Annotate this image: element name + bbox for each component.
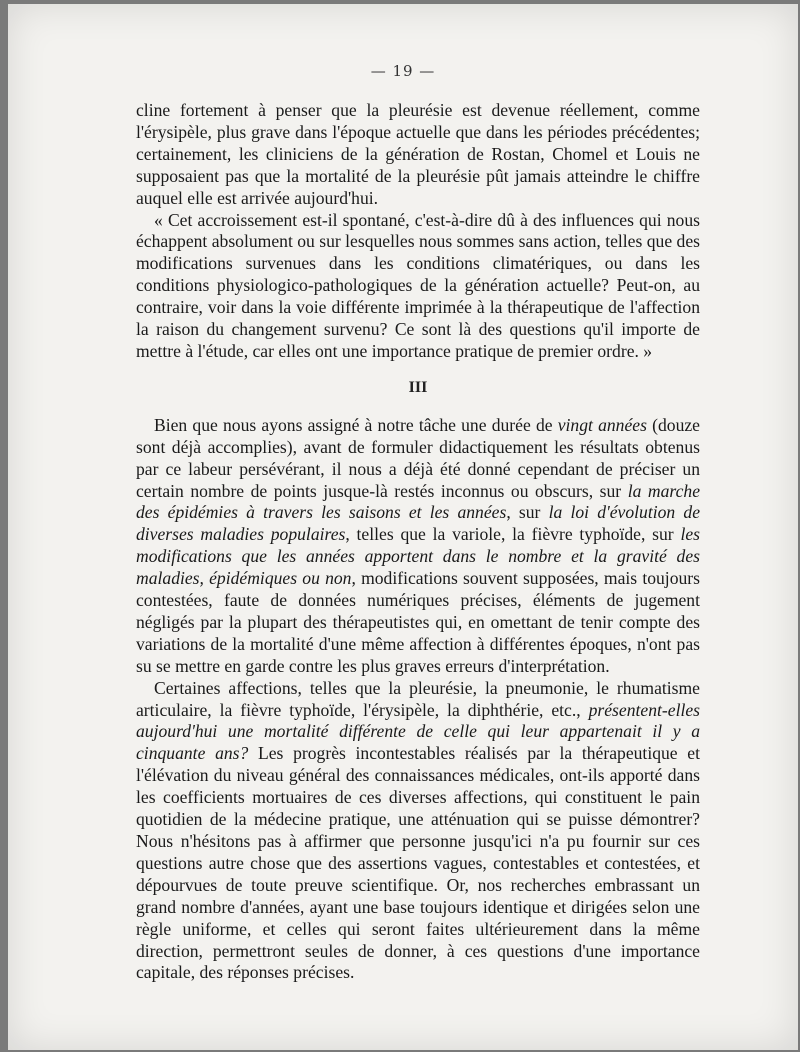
p3-italic-1: vingt années [557, 414, 647, 435]
body-text [136, 100, 700, 984]
p3-text-5: , modifications souvent supposées, mais toujours contestées, faute de données numériques précises, éléments de jugement négligés par la plupart des thérapeutistes qui, en omettant de tenir compte des variations de la mortalité d'une même affection à différentes époques, n'ont pas su se mettre en garde contre les plus graves erreurs d'interprétation. [136, 568, 700, 676]
scanned-page [8, 4, 798, 1050]
p3-text-4: , telles que la variole, la fièvre typhoïde, sur [345, 524, 681, 545]
p3-italic-2: la marche des épidémies à travers les saisons et les années [136, 480, 700, 523]
paragraph-3 [136, 415, 700, 678]
p3-italic-3: la loi d'évolution de diverses maladies populaires [136, 502, 700, 545]
p4-text-1: Certaines affections, telles que la pleurésie, la pneumonie, le rhumatisme articulaire, la fièvre typhoïde, l'érysipèle, la diphthérie, etc., [136, 677, 700, 720]
p4-text-2: Les progrès incontestables réalisés par la thérapeutique et l'élévation du niveau général des connaissances médicales, ont-ils apporté dans les coefficients mortuaires de ces diverses affections, qui constituent le pain quotidien de la médecine pratique, une atténuation qui se puisse démontrer? Nous n'hésitons pas à affirmer que personne jusqu'ici n'a pu fournir sur ces questions autre chose que des assertions vagues, contestables et contestées, et dépourvues de toute preuve scientifique. Or, nos recherches embrassant un grand nombre d'années, ayant une base toujours identique et dirigées selon une règle uniforme, et celles qui seront faites ultérieurement dans la même direction, permettront seules de donner, à ces questions d'une importance capitale, des réponses précises. [136, 743, 700, 983]
p3-text-2: (douze sont déjà accomplies), avant de formuler didactiquement les résultats obtenus par ce labeur persévérant, il nous a déjà été donné cependant de préciser un certain nombre de points jusque-là restés inconnus ou obscurs, sur [136, 414, 700, 501]
paragraph-2-quote: « Cet accroissement est-il spontané, c'est-à-dire dû à des influences qui nous échappent absolument ou sur lesquelles nous sommes sans action, telles que des modifications survenues dans les conditions climatériques, ou dans les conditions physiologico-pathologiques de la génération actuelle? Peut-on, au contraire, voir dans la voie différente imprimée à la thérapeutique de l'affection la raison du changement survenu? Ce sont là des questions qu'il importe de mettre à l'étude, car elles ont une importance pratique de premier ordre. » [136, 209, 700, 361]
p3-italic-4: les modifications que les années apportent dans le nombre et la gravité des maladies, épidémiques ou non [136, 524, 700, 589]
page-number-header: — 19 — [370, 62, 436, 80]
p4-italic-1: présentent-elles aujourd'hui une mortalité différente de celle qui leur appartenait il y a cinquante ans? [136, 699, 700, 764]
paragraph-4 [136, 678, 700, 985]
section-heading: III [408, 378, 428, 396]
p3-text-3: , sur [506, 502, 549, 523]
paragraph-1: cline fortement à penser que la pleurésie est devenue réellement, comme l'érysipèle, plus grave dans l'époque actuelle que dans les périodes précédentes; certainement, les cliniciens de la génération de Rostan, Chomel et Louis ne supposaient pas que la mortalité de la pleurésie pût jamais atteindre le chiffre auquel elle est arrivée aujourd'hui. [136, 100, 700, 208]
p3-text-1: Bien que nous ayons assigné à notre tâche une durée de [154, 414, 558, 435]
